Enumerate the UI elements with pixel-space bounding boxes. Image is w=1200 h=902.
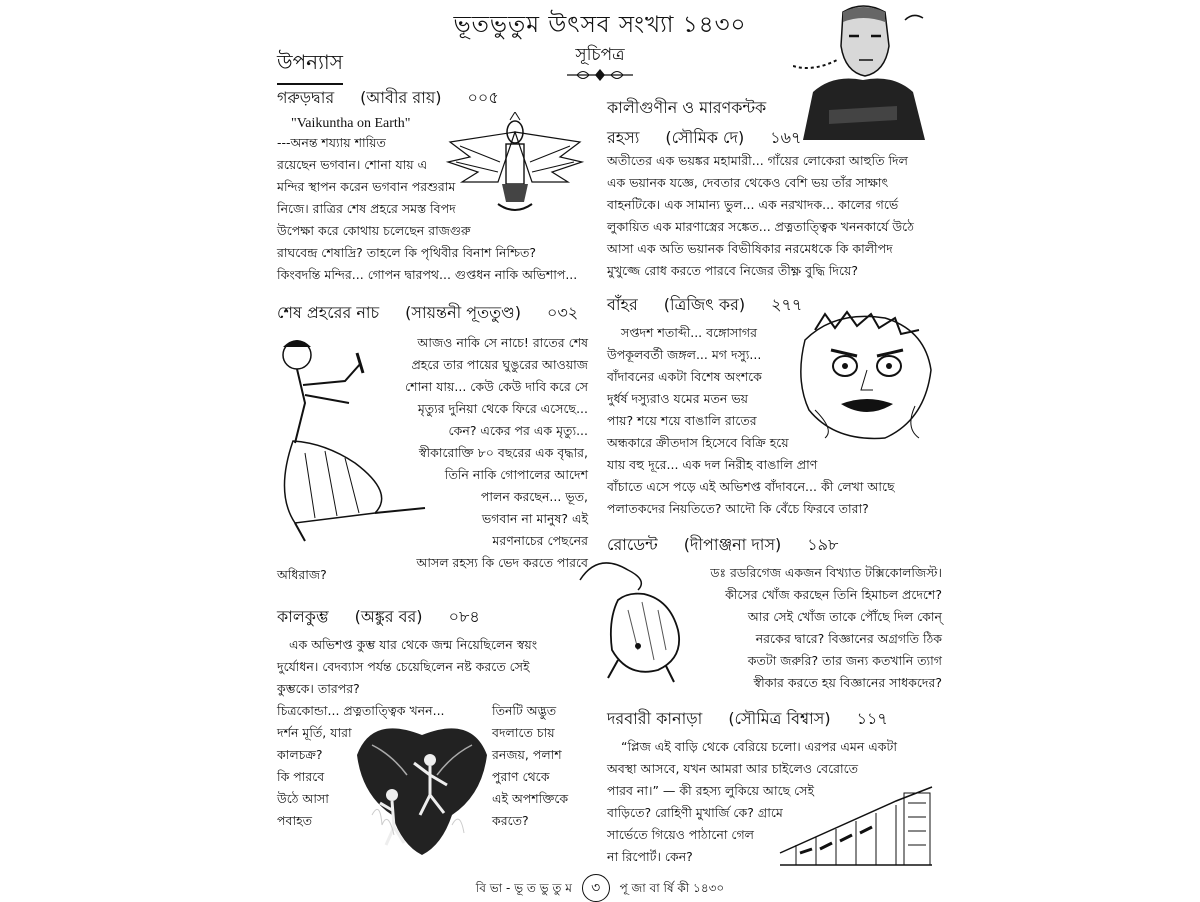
blurb-line: স্বীকারোক্তি ৮০ বছরের এক বৃদ্ধার, bbox=[418, 445, 588, 460]
story-title: রোডেন্ট bbox=[607, 535, 658, 554]
story-title: গরুড়দ্বার bbox=[277, 88, 335, 107]
blurb-line: বাড়িতে? রোহিণী মুখার্জি কে? গ্রামে bbox=[607, 805, 783, 820]
story-blurb-rodent bbox=[680, 562, 942, 694]
story-title: বাঁহর bbox=[607, 295, 638, 314]
blurb-line: এক ভয়ানক যজ্ঞে, দেবতার থেকেও বেশি ভয় তাঁর সাক্ষাৎ bbox=[607, 175, 889, 190]
blurb-line: পলাতকদের নিয়তিতে? আদৌ কি বেঁচে ফিরবে তারা? bbox=[607, 501, 869, 516]
blurb-line: মুখুজ্জে রোধ করতে পারবে নিজের তীক্ষ্ণ বুদ্ধি দিয়ে? bbox=[607, 263, 859, 278]
blurb-line: ডঃ রডরিগেজ একজন বিখ্যাত টক্সিকোলজিস্ট। bbox=[710, 565, 942, 580]
footer-left-text: বি ভা - ভূ ত ভু তু ম bbox=[475, 881, 572, 895]
blurb-line: রাঘবেন্দ্র শেষাদ্রি? তাহলে কি পৃথিবীর বিনাশ নিশ্চিত? bbox=[277, 245, 537, 260]
blurb-line: আসল রহস্য কি ভেদ করতে পারবে bbox=[416, 555, 588, 570]
blurb-line: পায়? শয়ে শয়ে বাঙালি রাতের bbox=[607, 413, 757, 428]
page-title: ভূতভুতুম উৎসব সংখ্যা ১৪৩০ bbox=[453, 12, 747, 38]
story-title: কালীগুণীন ও মারণকন্টক bbox=[607, 98, 767, 117]
blurb-line: কেন? একের পর এক মৃত্যু... bbox=[448, 423, 588, 438]
story-author: (সৌমিক দে) bbox=[665, 128, 745, 147]
blurb-line: শোনা যায়... কেউ কেউ দাবি করে সে bbox=[405, 379, 588, 394]
story-page-number: ১১৭ bbox=[856, 709, 888, 728]
blurb-line: ---অনন্ত শয্যায় শায়িত bbox=[277, 135, 386, 150]
page-number: ৩ bbox=[582, 874, 610, 902]
blurb-line: মন্দির স্থাপন করেন ভগবান পরশুরাম bbox=[277, 179, 456, 194]
blurb-line: তিনটি অদ্ভুত bbox=[492, 703, 557, 718]
story-author: (আবীর রায়) bbox=[360, 88, 442, 107]
blurb-line: সার্ভেতে গিয়েও পাঠানো গেল bbox=[607, 827, 754, 842]
blurb-line: পবাহত bbox=[277, 813, 313, 828]
story-blurb-kaligunin bbox=[607, 150, 947, 282]
story-title: কালকুম্ভ bbox=[277, 607, 329, 626]
blurb-line: মৃত্যুর দুনিয়া থেকে ফিরে এসেছে... bbox=[417, 401, 588, 416]
winged-figures-illustration bbox=[352, 715, 492, 860]
rat-illustration bbox=[578, 550, 690, 685]
blurb-line: কিংবদন্তি মন্দির... গোপন দ্বারপথ... গুপ্তধন নাকি অভিশাপ... bbox=[277, 267, 578, 282]
blurb-line: তিনি নাকি গোপালের আদেশ bbox=[444, 467, 588, 482]
blurb-line: বাঁদাবনের একটা বিশেষ অংশকে bbox=[607, 369, 762, 384]
story-heading-shesh-prohorer-nach[interactable] bbox=[277, 300, 604, 327]
blurb-line: কুম্ভকে। তারপর? bbox=[277, 681, 360, 696]
story-heading-garudadwar[interactable] bbox=[277, 85, 525, 112]
contents-heading: সূচিপত্র bbox=[575, 45, 625, 65]
story-page-number: ০০৫ bbox=[467, 88, 499, 107]
blurb-line: উপকূলবর্তী জঙ্গল... মগ দস্যু... bbox=[607, 347, 762, 362]
blurb-line: উপেক্ষা করে কোথায় চলেছেন রাজগুরু bbox=[277, 223, 471, 238]
story-blurb-darbari-kanara bbox=[607, 736, 937, 868]
story-author: (ত্রিজিৎ কর) bbox=[663, 295, 746, 314]
story-heading-kaligunin[interactable] bbox=[607, 93, 827, 153]
blurb-line: যায় বহু দূরে... এক দল নিরীহ বাঙালি প্রাণ bbox=[607, 457, 818, 472]
page-footer bbox=[0, 874, 1200, 902]
story-heading-kalkumbho[interactable] bbox=[277, 604, 506, 631]
blurb-line: দুর্যোধন। বেদব্যাস পর্যন্ত চেয়েছিলেন নষ্ট করতে সেই bbox=[277, 659, 530, 674]
blurb-line: এক অভিশপ্ত কুম্ভ যার থেকে জন্ম নিয়েছিলেন স্বয়ং bbox=[289, 637, 538, 652]
blurb-line: কতটা জরুরি? তার জন্য কতখানি ত্যাগ bbox=[747, 653, 942, 668]
blurb-line: পুরাণ থেকে bbox=[492, 769, 550, 784]
story-page-number: ২৭৭ bbox=[771, 295, 803, 314]
story-page-number: ০৩২ bbox=[546, 303, 579, 322]
story-author: (সায়ন্তনী পূততুণ্ড) bbox=[405, 303, 521, 322]
blurb-line: দর্শন মূর্তি, যারা bbox=[277, 725, 352, 740]
blurb-line: বাঁচাতে এসে পড়ে এই অভিশপ্ত বাঁদাবনে... কী লেখা আছে bbox=[607, 479, 895, 494]
blurb-line: স্বীকার করতে হয় বিজ্ঞানের সাধকদের? bbox=[753, 675, 942, 690]
story-blurb-kalkumbho-right bbox=[492, 700, 592, 832]
blurb-line: উঠে আসা bbox=[277, 791, 329, 806]
story-author: (অঙ্কুর বর) bbox=[354, 607, 423, 626]
story-title: শেষ প্রহরের নাচ bbox=[277, 303, 380, 322]
story-author: (দীপাঞ্জনা দাস) bbox=[683, 535, 782, 554]
blurb-line: না রিপোর্ট। কেন? bbox=[607, 849, 693, 864]
blurb-line: “প্লিজ এই বাড়ি থেকে বেরিয়ে চলো। এরপর এমন একটা bbox=[621, 739, 897, 754]
blurb-line: কালচক্র? bbox=[277, 747, 323, 762]
section-heading: উপন্যাস bbox=[277, 48, 343, 85]
story-quote: "Vaikuntha on Earth" bbox=[291, 116, 411, 131]
blurb-line: অতীতের এক ভয়ঙ্কর মহামারী... গাঁয়ের লোকেরা আহুতি দিল bbox=[607, 153, 908, 168]
blurb-line: আসা এক অতি ভয়ানক বিভীষিকার নরমেধকে কি কালীপদ bbox=[607, 241, 893, 256]
story-blurb-shesh-prohorer-nach bbox=[370, 332, 588, 574]
blurb-line: কি পারবে bbox=[277, 769, 325, 784]
blurb-line: রয়েছেন ভগবান। শোনা যায় এ bbox=[277, 157, 428, 172]
story-page-number: ১৯৮ bbox=[807, 535, 839, 554]
story-page-number: ০৮৪ bbox=[448, 607, 480, 626]
blurb-line: আর সেই খোঁজ তাকে পৌঁছে দিল কোন্ bbox=[747, 609, 942, 624]
blurb-line: বাহনটিকে। এক সামান্য ভুল... এক নরখাদক... কালের গর্ভে bbox=[607, 197, 899, 212]
blurb-line: অবস্থা আসবে, যখন আমরা আর চাইলেও বেরোতে bbox=[607, 761, 859, 776]
story-page-number: ১৬৭ bbox=[770, 128, 802, 147]
blurb-line: কীসের খোঁজ করছেন তিনি হিমাচল প্রদেশে? bbox=[725, 587, 942, 602]
blurb-line: চিত্রকোন্ডা... প্রত্নতাত্ত্বিক খনন... bbox=[277, 703, 445, 718]
blurb-line: লুকায়িত এক মারণাস্ত্রের সঙ্কেত... প্রত্নতাত্ত্বিক খননকার্যে উঠে bbox=[607, 219, 914, 234]
blurb-line: পারব না।” — কী রহস্য লুকিয়ে আছে সেই bbox=[607, 783, 814, 798]
footer-right-text: পূ জা বা র্ষি কী ১৪৩০ bbox=[619, 881, 725, 895]
story-heading-darbari-kanara[interactable] bbox=[607, 706, 914, 733]
blurb-line: প্রহরে তার পায়ের ঘুঙুরের আওয়াজ bbox=[411, 357, 588, 372]
ornament-divider bbox=[565, 66, 635, 84]
blurb-line: দুর্ধর্ষ দস্যুরাও যমের মতন ভয় bbox=[607, 391, 749, 406]
story-blurb-kalkumbho bbox=[277, 634, 592, 700]
blurb-line: করতে? bbox=[492, 813, 529, 828]
story-author: (সৌমিত্র বিশ্বাস) bbox=[728, 709, 831, 728]
blurb-line: মরণনাচের পেছনের bbox=[492, 533, 588, 548]
blurb-line: এই অপশক্তিকে bbox=[492, 791, 569, 806]
story-title: দরবারী কানাড়া bbox=[607, 709, 703, 728]
garuda-illustration bbox=[440, 112, 590, 220]
story-blurb-bahor bbox=[607, 322, 947, 520]
blurb-line: আজও নাকি সে নাচে! রাতের শেষ bbox=[417, 335, 588, 350]
blurb-line: বদলাতে চায় bbox=[492, 725, 555, 740]
blurb-line: সপ্তদশ শতাব্দী... বঙ্গোসাগর bbox=[621, 325, 757, 340]
blurb-line: নিজে। রাত্রির শেষ প্রহরে সমস্ত বিপদ bbox=[277, 201, 456, 216]
blurb-line: অধিরাজ? bbox=[277, 567, 327, 582]
blurb-line: ভগবান না মানুষ? এই bbox=[481, 511, 588, 526]
blurb-line: নরকের দ্বারে? বিজ্ঞানের অগ্রগতি ঠিক bbox=[755, 631, 942, 646]
blurb-line: অন্ধকারে ক্রীতদাস হিসেবে বিক্রি হয়ে bbox=[607, 435, 789, 450]
blurb-line: পালন করছেন... ভূত, bbox=[480, 489, 588, 504]
blurb-line: রনজয়, পলাশ bbox=[492, 747, 562, 762]
story-title-cont: রহস্য bbox=[607, 128, 640, 147]
